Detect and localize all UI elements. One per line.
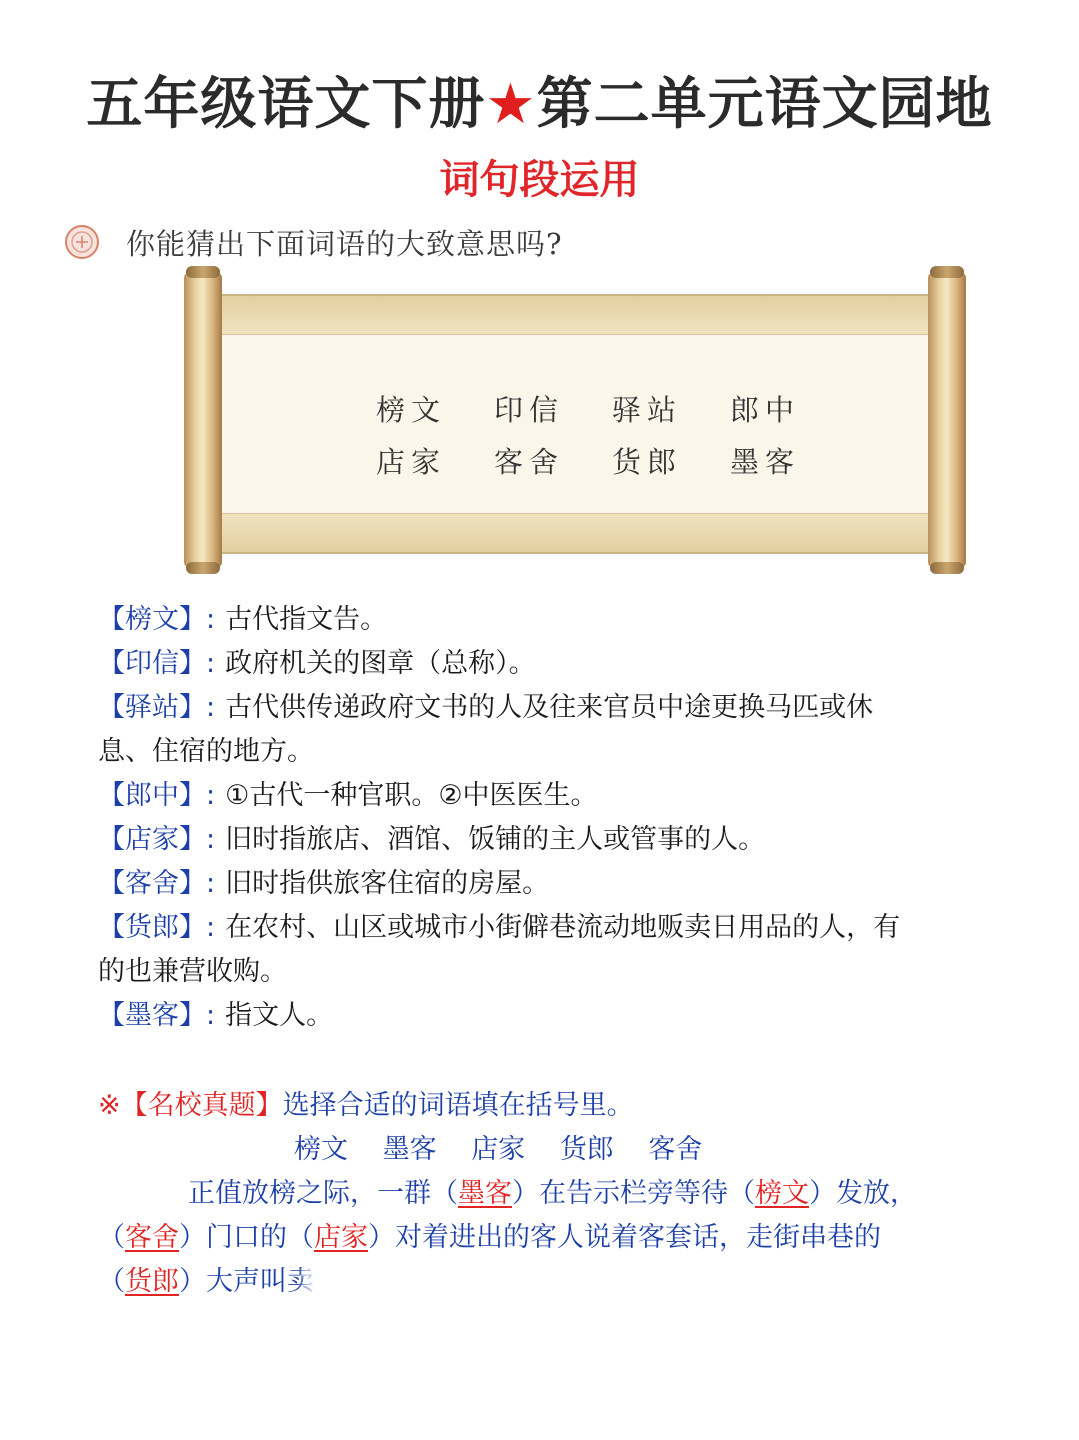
passage-text: ）发放，	[809, 1178, 917, 1209]
definition-term: 【店家】	[98, 824, 206, 855]
exam-tag: 【名校真题】	[120, 1090, 283, 1121]
section-subtitle: 词句段运用	[439, 157, 640, 203]
definition-sep: :	[206, 692, 216, 723]
scroll-image	[180, 272, 970, 572]
definition-text: 古代供传递政府文书的人及往来官员中途更换马匹或休	[225, 692, 874, 723]
definition-sep: :	[206, 604, 216, 635]
word-option: 榜文	[294, 1134, 348, 1165]
seal-icon	[64, 224, 100, 260]
answer-blank: 榜文	[755, 1178, 809, 1209]
word-option: 店家	[471, 1134, 526, 1165]
passage-text: 正值放榜之际，一群（	[188, 1178, 458, 1209]
definition-continuation: 息、住宿的地方。	[98, 736, 314, 767]
definition-sep: :	[206, 1000, 216, 1031]
scroll-rod-left	[184, 272, 222, 568]
definition-term: 【客舍】	[98, 868, 206, 899]
scroll-word: 印信	[494, 392, 565, 427]
passage-line	[98, 1216, 978, 1260]
passage-text: ）在告示栏旁等待（	[512, 1178, 755, 1209]
rod-cap	[930, 266, 964, 278]
scroll-word: 货郎	[612, 444, 683, 479]
definition-term: 【驿站】	[98, 692, 206, 723]
answer-blank: 客舍	[125, 1222, 179, 1253]
passage-text: ）门口的（	[179, 1222, 314, 1253]
definition-text: ①古代一种官职。②中医医生。	[225, 780, 598, 811]
definition-sep: :	[206, 868, 216, 899]
answer-blank: 墨客	[458, 1178, 512, 1209]
exercise-instruction: 选择合适的词语填在括号里。	[282, 1090, 634, 1121]
title-right: 第二单元语文园地	[536, 72, 993, 137]
exercise-section	[98, 1084, 978, 1304]
definition-sep: :	[206, 648, 216, 679]
reference-mark-icon: ※	[98, 1090, 121, 1121]
word-options	[98, 1128, 978, 1172]
definition-text: 旧时指旅店、酒馆、饭铺的主人或管事的人。	[225, 824, 766, 855]
definition-term: 【印信】	[98, 648, 206, 679]
passage-text: ）大声叫	[179, 1266, 287, 1297]
rod-cap	[186, 266, 220, 278]
definition-sep: :	[206, 780, 216, 811]
definition-continuation: 的也兼营收购。	[98, 956, 287, 987]
word-option: 墨客	[382, 1134, 437, 1165]
scroll-word: 店家	[376, 444, 447, 479]
fill-in-passage	[98, 1172, 978, 1304]
faded-text: 卖	[287, 1266, 314, 1297]
scroll-word: 驿站	[612, 392, 683, 427]
definition-term: 【榜文】	[98, 604, 206, 635]
scroll-word: 客舍	[494, 444, 565, 479]
definition-term: 【墨客】	[98, 1000, 206, 1031]
scroll-row	[376, 434, 848, 486]
scroll-word: 榜文	[376, 392, 447, 427]
passage-text: ）对着进出的客人说着客套话，走街串巷的	[368, 1222, 881, 1253]
answer-blank: 货郎	[125, 1266, 179, 1297]
scroll-word: 郎中	[730, 392, 801, 427]
definition-list	[98, 598, 978, 1038]
scroll-word: 墨客	[730, 444, 801, 479]
passage-text: （	[98, 1266, 125, 1297]
definition-item	[98, 818, 978, 862]
page-title	[0, 60, 1079, 140]
definition-text: 在农村、山区或城市小街僻巷流动地贩卖日用品的人，有	[225, 912, 901, 943]
exercise-heading	[98, 1084, 978, 1128]
definition-item	[98, 774, 978, 818]
definition-item	[98, 642, 978, 686]
definition-term: 【货郎】	[98, 912, 206, 943]
scroll-rod-right	[928, 272, 966, 568]
definition-item	[98, 862, 978, 906]
passage-line	[98, 1172, 978, 1216]
answer-blank: 店家	[314, 1222, 368, 1253]
definition-item	[98, 994, 978, 1038]
definition-sep: :	[206, 824, 216, 855]
title-left: 五年级语文下册	[86, 72, 486, 137]
word-option: 货郎	[559, 1134, 614, 1165]
definition-text: 政府机关的图章（总称）。	[225, 648, 536, 679]
definition-item	[98, 686, 978, 730]
question-text: 你能猜出下面词语的大致意思吗?	[126, 226, 563, 261]
definition-text: 旧时指供旅客住宿的房屋。	[225, 868, 550, 899]
definition-item	[98, 598, 978, 642]
passage-line	[98, 1260, 978, 1304]
question-row	[64, 222, 563, 262]
definition-item	[98, 906, 978, 950]
definition-sep: :	[206, 912, 216, 943]
passage-text: （	[98, 1222, 125, 1253]
definition-term: 【郎中】	[98, 780, 206, 811]
scroll-words	[376, 382, 848, 486]
word-option: 客舍	[648, 1134, 703, 1165]
star-icon: ★	[485, 72, 537, 137]
rod-cap	[930, 562, 964, 574]
definition-text: 指文人。	[225, 1000, 334, 1031]
rod-cap	[186, 562, 220, 574]
scroll-row	[376, 382, 848, 434]
definition-text: 古代指文告。	[225, 604, 388, 635]
